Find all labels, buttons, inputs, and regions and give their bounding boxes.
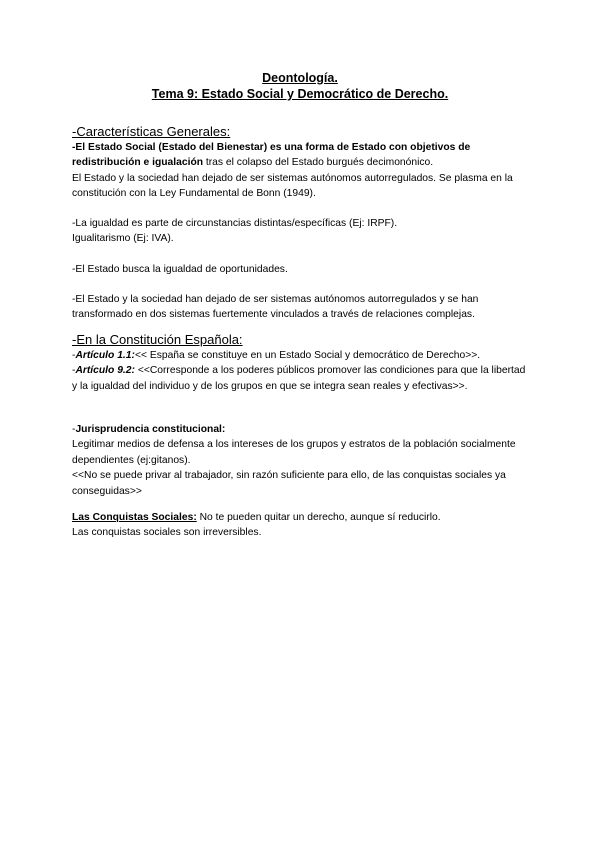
igualdad-line: -La igualdad es parte de circunstancias distintas/específicas (Ej: IRPF). xyxy=(72,218,398,229)
paragraph-oportunidades xyxy=(72,262,532,277)
article-1-1-label: Artículo 1.1: xyxy=(75,350,135,361)
article-dash: - xyxy=(72,365,76,377)
bold-definition: -El Estado Social (Estado del Bienestar) es una forma de Estado con objetivos de redistribución e igualación xyxy=(72,142,471,169)
conquistas-irreversibles: Las conquistas sociales son irreversibles. xyxy=(72,527,262,539)
section-heading-text: -Características Generales: xyxy=(72,124,231,139)
article-1-1-text: << España se constituye en un Estado Social y democrático de Derecho>>. xyxy=(134,350,481,361)
section-heading-constitucion xyxy=(72,332,532,348)
paragraph-estado-social xyxy=(72,140,532,202)
jurisprudencia-text-2: <<No se puede privar al trabajador, sin razón suficiente para ello, de las conquistas sociales ya conseguidas>> xyxy=(72,470,506,497)
definition-rest: tras el colapso del Estado burgués decimonónico. xyxy=(203,157,434,169)
paragraph-bonn: El Estado y la sociedad han dejado de ser sistemas autónomos autorregulados. Se plasma en la constitución con la Ley Fundamental de Bonn (1949). xyxy=(72,172,513,200)
conquistas-label: Las Conquistas Sociales: xyxy=(72,512,197,523)
section-heading-caracteristicas xyxy=(72,124,532,140)
section-heading-text: -En la Constitución Española: xyxy=(72,332,243,347)
paragraph-igualdad xyxy=(72,216,532,247)
paragraph-jurisprudencia xyxy=(72,422,532,499)
sistemas-text: -El Estado y la sociedad han dejado de ser sistemas autónomos autorregulados y se han transformado en dos sistemas fuertemente vinculados a través de relaciones complejas. xyxy=(72,294,479,321)
jurisprudencia-dash: - xyxy=(72,424,76,435)
paragraph-articulos xyxy=(72,348,532,394)
article-dash: - xyxy=(72,350,76,361)
jurisprudencia-text-1: Legitimar medios de defensa a los intereses de los grupos y estratos de la población socialmente dependientes (ej:gitanos). xyxy=(72,439,516,466)
igualitarismo-line: Igualitarismo (Ej: IVA). xyxy=(72,233,174,245)
document-subtitle: Tema 9: Estado Social y Democrático de Derecho. xyxy=(151,87,449,101)
document-title: Deontología. xyxy=(262,71,338,85)
conquistas-text: No te pueden quitar un derecho, aunque sí reducirlo. xyxy=(196,512,441,523)
article-9-2-text: <<Corresponde a los poderes públicos promover las condiciones para que la libertad y la igualdad del individuo y de los grupos en que se integra sean reales y efectivas>>. xyxy=(72,365,526,392)
article-9-2-label: Artículo 9.2: xyxy=(75,365,135,377)
jurisprudencia-label: Jurisprudencia constitucional: xyxy=(75,424,226,435)
oportunidades-text: -El Estado busca la igualdad de oportunidades. xyxy=(72,264,288,275)
paragraph-conquistas xyxy=(72,510,532,541)
paragraph-sistemas xyxy=(72,292,532,323)
